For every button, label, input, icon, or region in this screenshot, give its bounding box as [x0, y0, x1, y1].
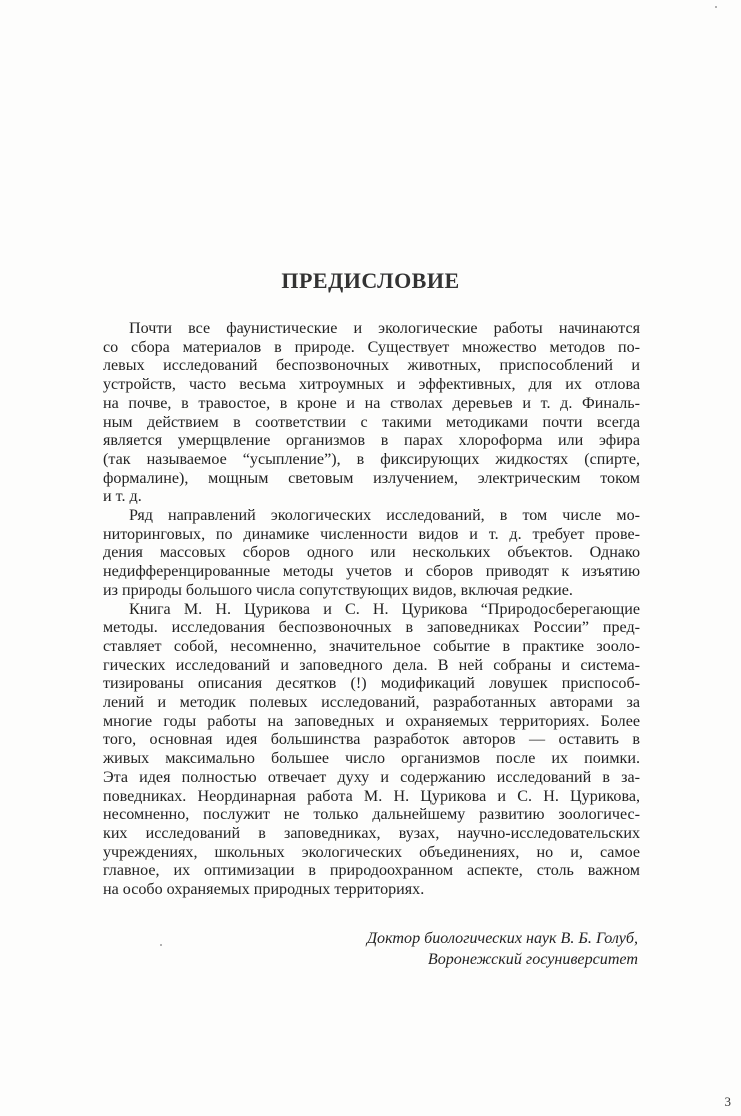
text-line: (так называемое “усыпление”), в фиксирующих жидкостях (спирте,	[103, 450, 640, 468]
text-line: левых исследований беспозвоночных животных, приспособлений и	[103, 357, 640, 375]
text-line: на особо охраняемых природных территориях.	[103, 881, 425, 899]
text-line: поведниках. Неординарная работа М. Н. Цурикова и С. Н. Цурикова,	[103, 787, 640, 805]
preface-body	[103, 320, 640, 900]
text-line: ным действием в соответствии с такими методиками почти всегда	[103, 413, 640, 431]
text-line: Ряд направлений экологических исследований, в том числе мо-	[129, 507, 640, 525]
text-line: лений и методик полевых исследований, разработанных авторами за	[103, 694, 640, 712]
text-line: является умерщвление организмов в парах хлороформа или эфира	[103, 432, 640, 450]
signature-block	[367, 928, 638, 970]
signature-author: Доктор биологических наук В. Б. Голуб,	[366, 930, 638, 947]
text-line: дения массовых сборов одного или нескольких объектов. Однако	[103, 544, 640, 562]
text-line: ких исследований в заповедниках, вузах, научно-исследовательских	[103, 824, 640, 842]
scan-speck	[160, 944, 162, 946]
text-line: гических исследований и заповедного дела. В ней собраны и система-	[103, 656, 640, 674]
text-line: главное, их оптимизации в природоохранном аспекте, столь важном	[103, 862, 640, 880]
text-line: формалине), мощным световым излучением, электрическим током	[103, 469, 640, 487]
text-line: методы. исследования беспозвоночных в заповедниках России” пред-	[103, 619, 640, 637]
paragraph	[103, 601, 640, 900]
text-line: несомненно, послужит не только дальнейшему развитию зоологичес-	[103, 806, 640, 824]
text-line: на почве, в травостое, в кроне и на стволах деревьев и т. д. Финаль-	[103, 394, 640, 412]
paragraph	[103, 507, 640, 601]
text-line: устройств, часто весьма хитроумных и эффективных, для их отлова	[103, 376, 640, 394]
text-line: со сбора материалов в природе. Существует множество методов по-	[103, 338, 640, 356]
text-line: ставляет собой, несомненно, значительное событие в практике зооло-	[103, 637, 640, 655]
page-title: ПРЕДИСЛОВИЕ	[281, 268, 460, 293]
text-line: из природы большого числа сопутствующих видов, включая редкие.	[103, 581, 573, 599]
text-line: многие годы работы на заповедных и охраняемых территориях. Более	[103, 712, 640, 730]
text-line: учреждениях, школьных экологических объединениях, но и, самое	[103, 843, 640, 861]
text-line: Почти все фаунистические и экологические работы начинаются	[129, 320, 640, 337]
text-line: Эта идея полностью отвечает духу и содержанию исследований в за-	[103, 768, 640, 786]
text-line: живых максимально большее число организмов после их поимки.	[103, 750, 640, 768]
text-line: ниторинговых, по динамике численности видов и т. д. требует прове-	[103, 525, 640, 543]
text-line: и т. д.	[103, 488, 142, 506]
paragraph	[103, 320, 640, 507]
signature-affiliation: Воронежский госуниверситет	[427, 951, 638, 968]
text-line: тизированы описания десятков (!) модификаций ловушек приспособ-	[103, 675, 640, 693]
text-line: того, основная идея большинства разработок авторов — оставить в	[103, 731, 640, 749]
text-line: недифференцированные методы учетов и сборов приводят к изъятию	[103, 563, 640, 581]
scan-speck	[715, 6, 717, 8]
text-line: Книга М. Н. Цурикова и С. Н. Цурикова “Природосберегающие	[129, 600, 640, 618]
page-number: 3	[724, 1094, 731, 1109]
